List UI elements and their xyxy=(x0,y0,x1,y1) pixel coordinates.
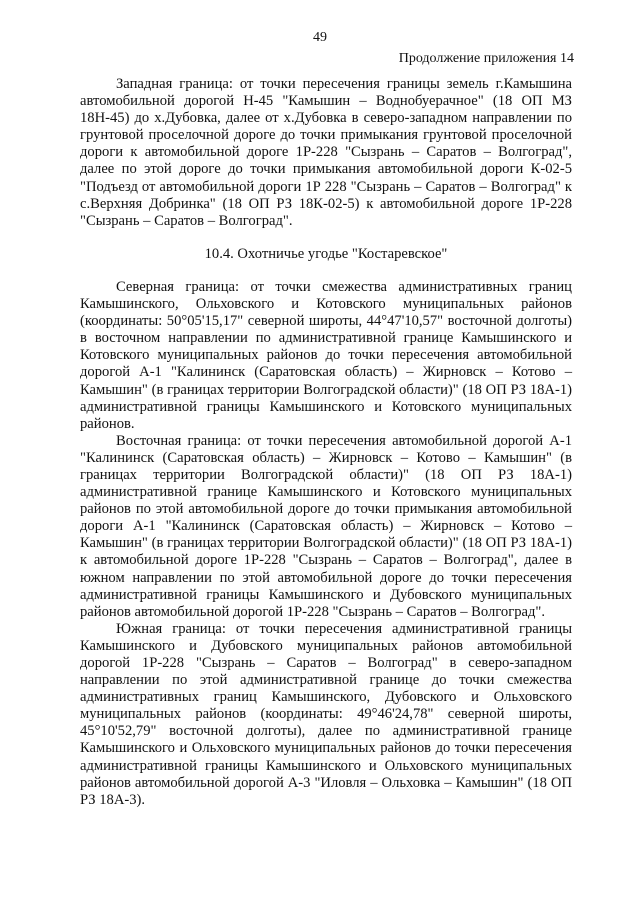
section-title: 10.4. Охотничье угодье "Костаревское" xyxy=(204,245,448,262)
western-boundary-paragraph: Западная граница: от точки пересечения границы земель г.Камышина автомобильной дорогой Н-45 "Камышин – Воднобуерачное" (18 ОП МЗ 18Н-45) до х.Дубовка, далее от х.Дубовка в северо-западном направлении по грунтовой проселочной дороге до точки примыкания грунтовой проселочной дороги к автомобильной дороге 1Р-228 "Сызрань – Саратов – Волгоград", далее по этой дороге до точки примыкания автомобильной дороги К-02-5 "Подъезд от автомобильной дороги 1Р 228 "Сызрань – Саратов – Волгоград" к с.Верхняя Добринка" (18 ОП РЗ 18К-02-5) к автомобильной дороге 1Р-228 "Сызрань – Саратов – Волгоград". xyxy=(80,76,572,229)
document-body xyxy=(80,76,572,809)
northern-boundary-paragraph: Северная граница: от точки смежества административных границ Камышинского, Ольховского и Котовского муниципальных районов (координаты: 50°05'15,17" северной широты, 44°47'10,57" восточной долготы) в восточном направлении по административной границе Камышинского и Котовского муниципальных районов до точки пересечения автомобильной дорогой А-1 "Калининск (Саратовская область) – Жирновск – Котово – Камышин" (в границах территории Волгоградской области)" (18 ОП РЗ 18А-1) административной границы Камышинского и Котовского муниципальных районов. xyxy=(80,278,572,432)
southern-boundary-paragraph: Южная граница: от точки пересечения административной границы Камышинского и Дубовского муниципальных районов автомобильной дорогой 1Р-228 "Сызрань – Саратов – Волгоград" в северо-западном направлении по этой административной границе до точки смежества административных границ Камышинского, Дубовского и Ольховского муниципальных районов (координаты: 49°46'24,78" северной широты, 45°10'52,79" восточной долготы), далее по административной границе Камышинского и Ольховского муниципальных районов до точки пересечения административной границы Камышинского и Ольховского муниципальных районов автомобильной дорогой А-3 "Иловля – Ольховка – Камышин" (18 ОП РЗ 18А-3). xyxy=(80,620,572,808)
appendix-note: Продолжение приложения 14 xyxy=(398,51,574,66)
page-number: 49 xyxy=(313,30,327,45)
eastern-boundary-paragraph: Восточная граница: от точки пересечения автомобильной дорогой А-1 "Калининск (Саратовская область) – Жирновск – Котово – Камышин" (в границах территории Волгоградской области)" (18 ОП РЗ 18А-1) административной границе Камышинского и Котовского муниципальных районов по этой автомобильной дороге до точки примыкания автомобильной дороги А-1 "Калининск (Саратовская область) – Жирновск – Котово – Камышин" (в границах территории Волгоградской области)" (18 ОП РЗ 18А-1) к автомобильной дороге 1Р-228 "Сызрань – Саратов – Волгоград", далее в южном направлении по этой автомобильной дороге до точки пересечения административной границы Камышинского и Дубовского муниципальных районов автомобильной дорогой 1Р-228 "Сызрань – Саратов – Волгоград". xyxy=(80,432,572,620)
